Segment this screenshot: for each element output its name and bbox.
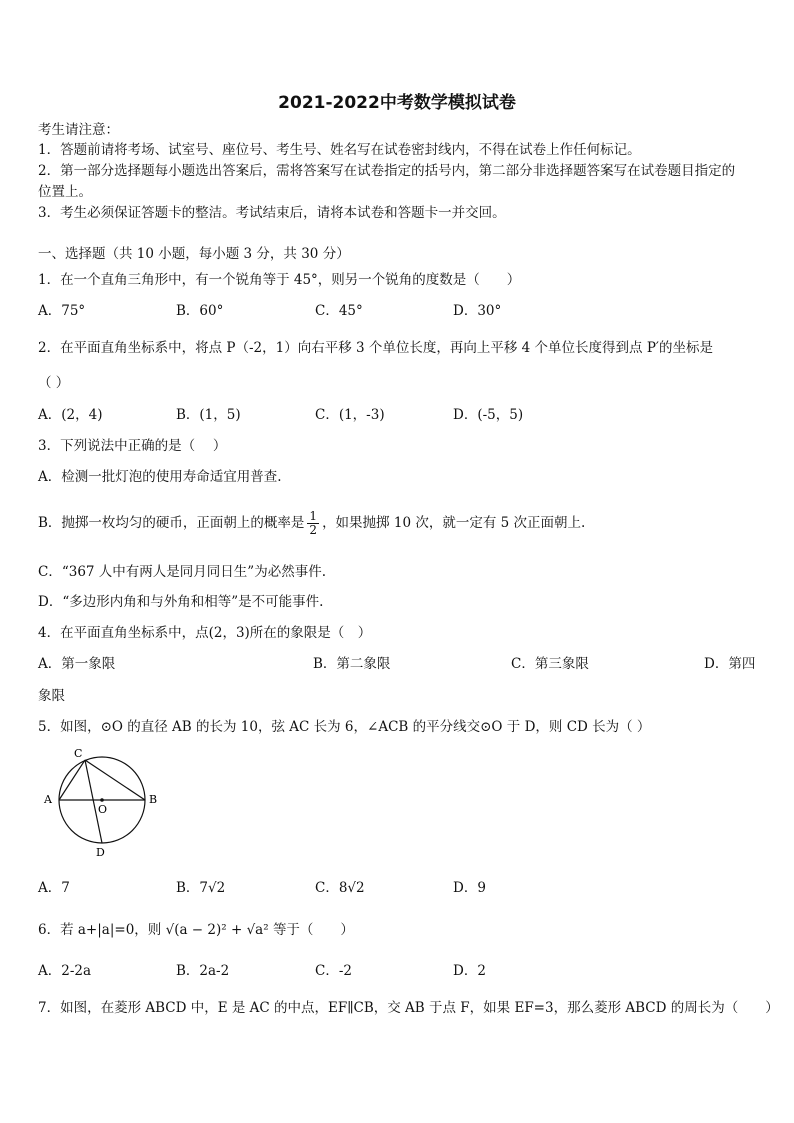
q6-option-b: B．2a-2	[176, 963, 230, 979]
q5-option-a: A．7	[38, 880, 70, 896]
notice-item-2-cont: 位置上。	[38, 184, 92, 200]
q1-option-b: B．60°	[176, 303, 224, 319]
fraction-denominator: 2	[309, 523, 318, 537]
chord-cb	[85, 760, 145, 800]
q3-option-a: A．检测一批灯泡的使用寿命适宜用普查.	[38, 469, 282, 485]
label-b: B	[149, 793, 158, 806]
label-c: C	[74, 747, 83, 760]
q6-expression: √(a − 2)² + √a²	[165, 922, 269, 938]
q6-option-d: D．2	[453, 963, 486, 979]
q1-stem: 1．在一个直角三角形中，有一个锐角等于 45°，则另一个锐角的度数是（ ）	[38, 272, 521, 288]
q3-option-b-text: B．抛掷一枚均匀的硬币，正面朝上的概率是	[38, 515, 305, 531]
q2-option-b: B．(1，5)	[176, 407, 241, 423]
q4-option-d-wrap: 象限	[38, 688, 65, 704]
fraction-one-half	[307, 510, 319, 537]
q5-option-d: D．9	[453, 880, 486, 896]
q4-option-c: C．第三象限	[511, 656, 589, 672]
q6-stem-pre: 6．若 a+|a|=0，则	[38, 922, 162, 938]
q5-option-c: C．8√2	[315, 880, 365, 896]
notice-item-1: 1．答题前请将考场、试室号、座位号、考生号、姓名写在试卷密封线内，不得在试卷上作任何标记。	[38, 142, 641, 158]
center-point	[100, 798, 104, 802]
q2-option-c: C．(1，-3)	[315, 407, 385, 423]
q3-option-d: D．“多边形内角和与外角和相等”是不可能事件.	[38, 594, 324, 610]
label-o: O	[98, 803, 108, 816]
q4-stem: 4．在平面直角坐标系中，点(2，3)所在的象限是（ ）	[38, 625, 372, 641]
q6-stem-post: 等于（ ）	[272, 922, 354, 938]
chord-cd	[85, 760, 102, 843]
q2-paren: （ ）	[38, 375, 70, 391]
q1-option-c: C．45°	[315, 303, 363, 319]
q7-stem: 7．如图，在菱形 ABCD 中，E 是 AC 的中点，EF∥CB，交 AB 于点 F，如果 EF=3，那么菱形 ABCD 的周长为（ ）	[38, 1000, 779, 1016]
chord-ac	[59, 760, 85, 800]
q4-option-a: A．第一象限	[38, 656, 116, 672]
q2-option-d: D．(-5，5)	[453, 407, 524, 423]
circle-diagram	[38, 742, 168, 862]
q6-stem	[38, 922, 354, 938]
q3-stem: 3．下列说法中正确的是（ ）	[38, 438, 227, 454]
q5-option-b: B．7√2	[176, 880, 226, 896]
q3-option-b	[38, 506, 585, 540]
q6-option-a: A．2-2a	[38, 963, 92, 979]
page-title: 2021-2022中考数学模拟试卷	[278, 93, 516, 113]
q4-option-d: D．第四	[704, 656, 756, 672]
q3-option-c: C．“367 人中有两人是同月同日生”为必然事件.	[38, 564, 326, 580]
q3-option-b-tail: ，如果抛掷 10 次，就一定有 5 次正面朝上.	[322, 515, 586, 531]
q4-option-b: B．第二象限	[313, 656, 391, 672]
q5-stem: 5．如图，⊙O 的直径 AB 的长为 10，弦 AC 长为 6，∠ACB 的平分线交⊙O 于 D，则 CD 长为（ ）	[38, 719, 651, 735]
label-d: D	[96, 846, 105, 859]
notice-item-2: 2．第一部分选择题每小题选出答案后，需将答案写在试卷指定的括号内，第二部分非选择题答案写在试卷题目指定的	[38, 163, 736, 179]
q2-stem: 2．在平面直角坐标系中，将点 P（-2，1）向右平移 3 个单位长度，再向上平移 4 个单位长度得到点 P′的坐标是	[38, 340, 713, 356]
q2-option-a: A．(2，4)	[38, 407, 103, 423]
q1-option-a: A．75°	[38, 303, 86, 319]
notice-heading: 考生请注意：	[38, 122, 119, 138]
q6-option-c: C．-2	[315, 963, 352, 979]
section-heading: 一、选择题（共 10 小题，每小题 3 分，共 30 分）	[38, 246, 350, 262]
q1-option-d: D．30°	[453, 303, 502, 319]
notice-item-3: 3．考生必须保证答题卡的整洁。考试结束后，请将本试卷和答题卡一并交回。	[38, 205, 506, 221]
label-a: A	[44, 793, 52, 806]
fraction-numerator: 1	[309, 509, 318, 523]
